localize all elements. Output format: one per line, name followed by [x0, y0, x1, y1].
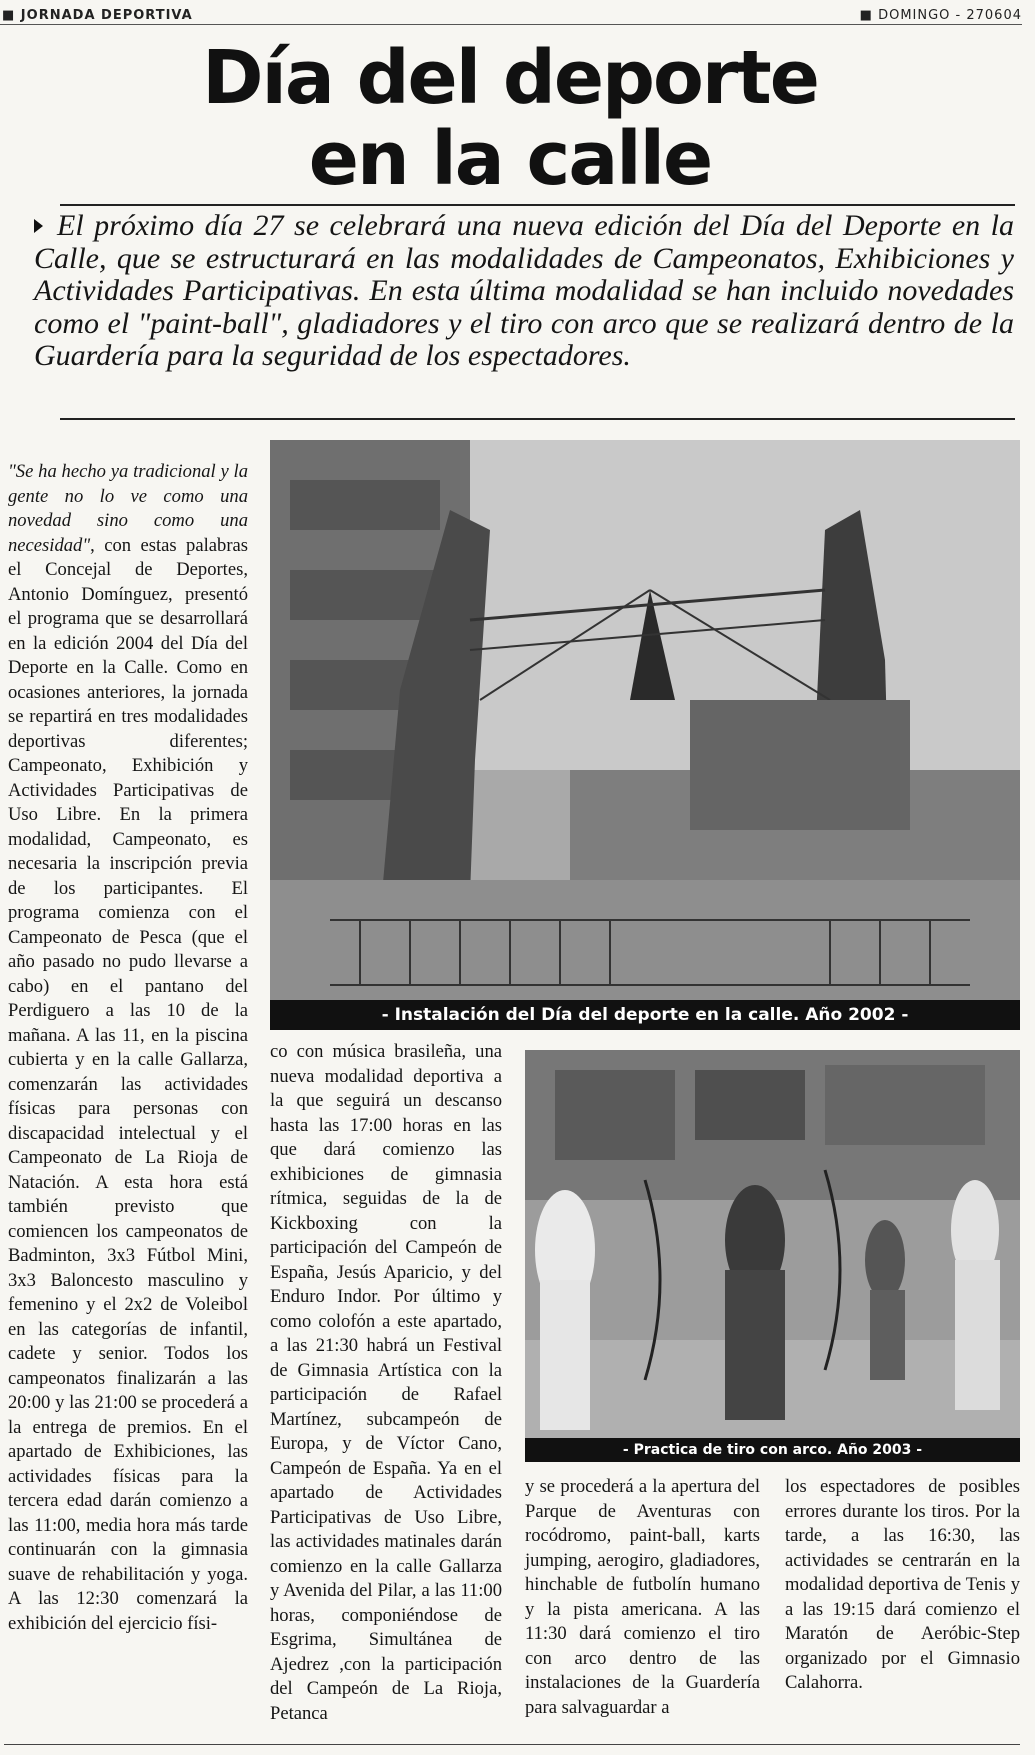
body-column-1 — [8, 460, 248, 1745]
photo-2-caption: - Practica de tiro con arco. Año 2003 - — [525, 1438, 1020, 1462]
headline-line-2: en la calle — [308, 116, 712, 202]
body-column-4 — [785, 1475, 1020, 1745]
photo-1-caption: - Instalación del Día del deporte en la calle. Año 2002 - — [270, 1000, 1020, 1030]
body-column-3 — [525, 1475, 760, 1745]
column-2-text: co con música brasileña, una nueva modalidad deportiva a la que seguirá un descanso hasta las 17:00 horas en las que dará comienzo las exhibiciones de gimnasia rítmica, seguidas de la de Kickboxing con la participación del Campeón de España, Jesús Aparicio, y del Enduro Indor. Por último y como colofón a este apartado, a las 21:30 habrá un Festival de Gimnasia Artística con la participación de Rafael Martínez, subcampeón de Europa, y de Víctor Cano, Campeón de España. Ya en el apartado de Actividades Participativas de Uso Libre, las actividades matinales darán comienzo en la calle Gallarza y Avenida del Pilar, a las 11:00 horas, componiéndose de Esgrima, Simultánea de Ajedrez ,con la participación del Campeón de La Rioja, Petanca — [270, 1041, 502, 1724]
issue-date: ■ DOMINGO - 270604 — [859, 8, 1022, 23]
photo-street-installation — [270, 440, 1020, 1030]
header-rule — [0, 24, 1022, 25]
lead-top-rule — [60, 204, 1015, 206]
column-4-text: los espectadores de posibles errores durante los tiros. Por la tarde, a las 16:30, las actividades se centrarán en la modalidad deportiva de Tenis y a las 19:15 dará comienzo el Maratón de Aeróbic-Step organizado por el Gimnasio Calahorra. — [785, 1476, 1020, 1693]
article-lead — [34, 210, 1014, 373]
lead-bullet-icon — [34, 219, 43, 233]
article-headline — [60, 35, 960, 202]
lead-text: El próximo día 27 se celebrará una nueva edición del Día del Deporte en la Calle, que se estructurará en las modalidades de Campeonatos, Exhibiciones y Actividades Participativas. En esta última modalidad se han incluido novedades como el "paint-ball", gladiadores y el tiro con arco que se realizará dentro de la Guardería para la seguridad de los espectadores. — [34, 209, 1014, 372]
archery-photo-graphic — [525, 1050, 1020, 1462]
footer-rule — [4, 1744, 1020, 1745]
photo-archery-practice — [525, 1050, 1020, 1462]
section-label: ■ JORNADA DEPORTIVA — [2, 8, 193, 23]
headline-line-1: Día del deporte — [202, 35, 818, 121]
lead-bottom-rule — [60, 418, 1015, 420]
column-1-text: , con estas palabras el Concejal de Deportes, Antonio Domínguez, presentó el programa que se desarrollará en la edición 2004 del Día del Deporte en la Calle. Como en ocasiones anteriores, la jornada se repartirá en tres modalidades deportivas diferentes; Campeonato, Exhibición y Actividades Participativas de Uso Libre. En la primera modalidad, Campeonato, es necesaria la inscripción previa de los participantes. El programa comienza con el Campeonato de Pesca (que el año pasado no pudo llevarse a cabo) en el pantano del Perdiguero a las 10 de la mañana. A las 11, en la piscina cubierta y en la calle Gallarza, comenzarán las actividades físicas para personas con discapacidad intelectual y el Campeonato de La Rioja de Natación. A esta hora está también previsto que comiencen los campeonatos de Badminton, 3x3 Fútbol Mini, 3x3 Baloncesto masculino y femenino y el 2x2 de Voleibol en las categorías de infantil, cadete y senior. Todos los campeonatos finalizarán a las 20:00 y las 21:00 se procederá a la entrega de premios. En el apartado de Exhibiciones, las actividades físicas para la tercera edad darán comienzo a las 11:00, media hora más tarde continuarán con la gimnasia suave de rehabilitación y yoga. A las 12:30 comenzará la exhibición del ejercicio físi- — [8, 534, 248, 1634]
page-header — [0, 8, 1022, 24]
opening-quote: "Se ha hecho ya tradicional y la gente no lo ve como una novedad sino como una necesidad" — [8, 461, 248, 556]
body-column-2 — [270, 1040, 502, 1745]
column-3-text: y se procederá a la apertura del Parque de Aventuras con rocódromo, paint-ball, karts jumping, aerogiro, gladiadores, hinchable de futbolín humano y la pista americana. A las 11:30 dará comienzo el tiro con arco dentro de las instalaciones de la Guardería para salvaguardar a — [525, 1476, 760, 1718]
climbing-wall-photo-graphic — [270, 440, 1020, 1030]
